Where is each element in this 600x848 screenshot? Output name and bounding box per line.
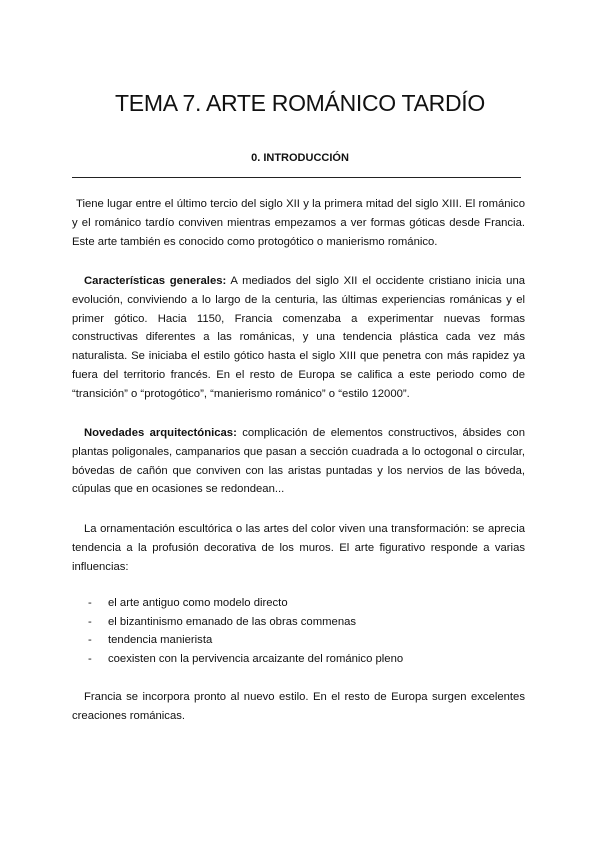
list-bullet: -: [88, 634, 92, 646]
paragraph-general-features: [72, 272, 525, 404]
list-bullet: -: [88, 597, 92, 609]
document-title: TEMA 7. ARTE ROMÁNICO TARDÍO: [115, 90, 485, 116]
paragraph-intro-text: Tiene lugar entre el último tercio del siglo XII y la primera mitad del siglo XIII. El románico y el románico tardío conviven mientras empezamos a ver formas góticas desde Francia. Este arte también es conocido como protogótico o manierismo románico.: [72, 198, 525, 248]
list-item-text: coexisten con la pervivencia arcaizante del románico pleno: [108, 652, 404, 665]
general-features-label: Características generales:: [84, 275, 227, 287]
paragraph-france: [72, 688, 525, 726]
architecture-label: Novedades arquitectónicas:: [84, 427, 237, 439]
list-item: [88, 594, 403, 613]
paragraph-intro: [72, 195, 525, 251]
paragraph-architecture: [72, 424, 525, 499]
list-item-text: el arte antiguo como modelo directo: [108, 597, 288, 609]
list-item-text: tendencia manierista: [108, 634, 213, 646]
architecture-text: complicación de elementos constructivos, ábsides con plantas poligonales, campanarios que pasan a sección cuadrada a lo octogonal o circular, bóvedas de cañón que conviven con las aristas puntadas y los nervios de las bóveda, cúpulas que en ocasiones se redondean...: [72, 427, 525, 496]
influences-list: [88, 594, 403, 668]
list-bullet: -: [88, 615, 92, 628]
list-item-text: el bizantinismo emanado de las obras commenas: [108, 615, 357, 628]
section-heading: 0. INTRODUCCIÓN: [251, 152, 349, 164]
general-features-text: A mediados del siglo XII el occidente cristiano inicia una evolución, conviviendo a lo largo de la centuria, las últimas experiencias románicas y el primer gótico. Hacia 1150, Francia comenzaba a experimentar nuevas formas constructivas diferentes a las románicas, y una tendencia plástica cada vez más naturalista. Se iniciaba el estilo gótico hasta el siglo XIII que penetra con más rapidez ya fuera del territorio francés. En el resto de Europa se califica a este periodo como de “transición” o “protogótico”, “manierismo románico” o “estilo 12000”.: [72, 275, 526, 400]
heading-divider: [72, 177, 521, 178]
ornamentation-text: La ornamentación escultórica o las artes del color viven una transformación: se aprecia tendencia a la profusión decorativa de los muros. El arte figurativo responde a varias influencias:: [72, 523, 525, 573]
paragraph-ornamentation: [72, 520, 525, 576]
france-text: Francia se incorpora pronto al nuevo estilo. En el resto de Europa surgen excelentes creaciones románicas.: [72, 691, 525, 722]
list-item: [88, 613, 403, 632]
list-item: [88, 650, 403, 669]
list-item: [88, 631, 403, 650]
list-bullet: -: [88, 652, 92, 665]
